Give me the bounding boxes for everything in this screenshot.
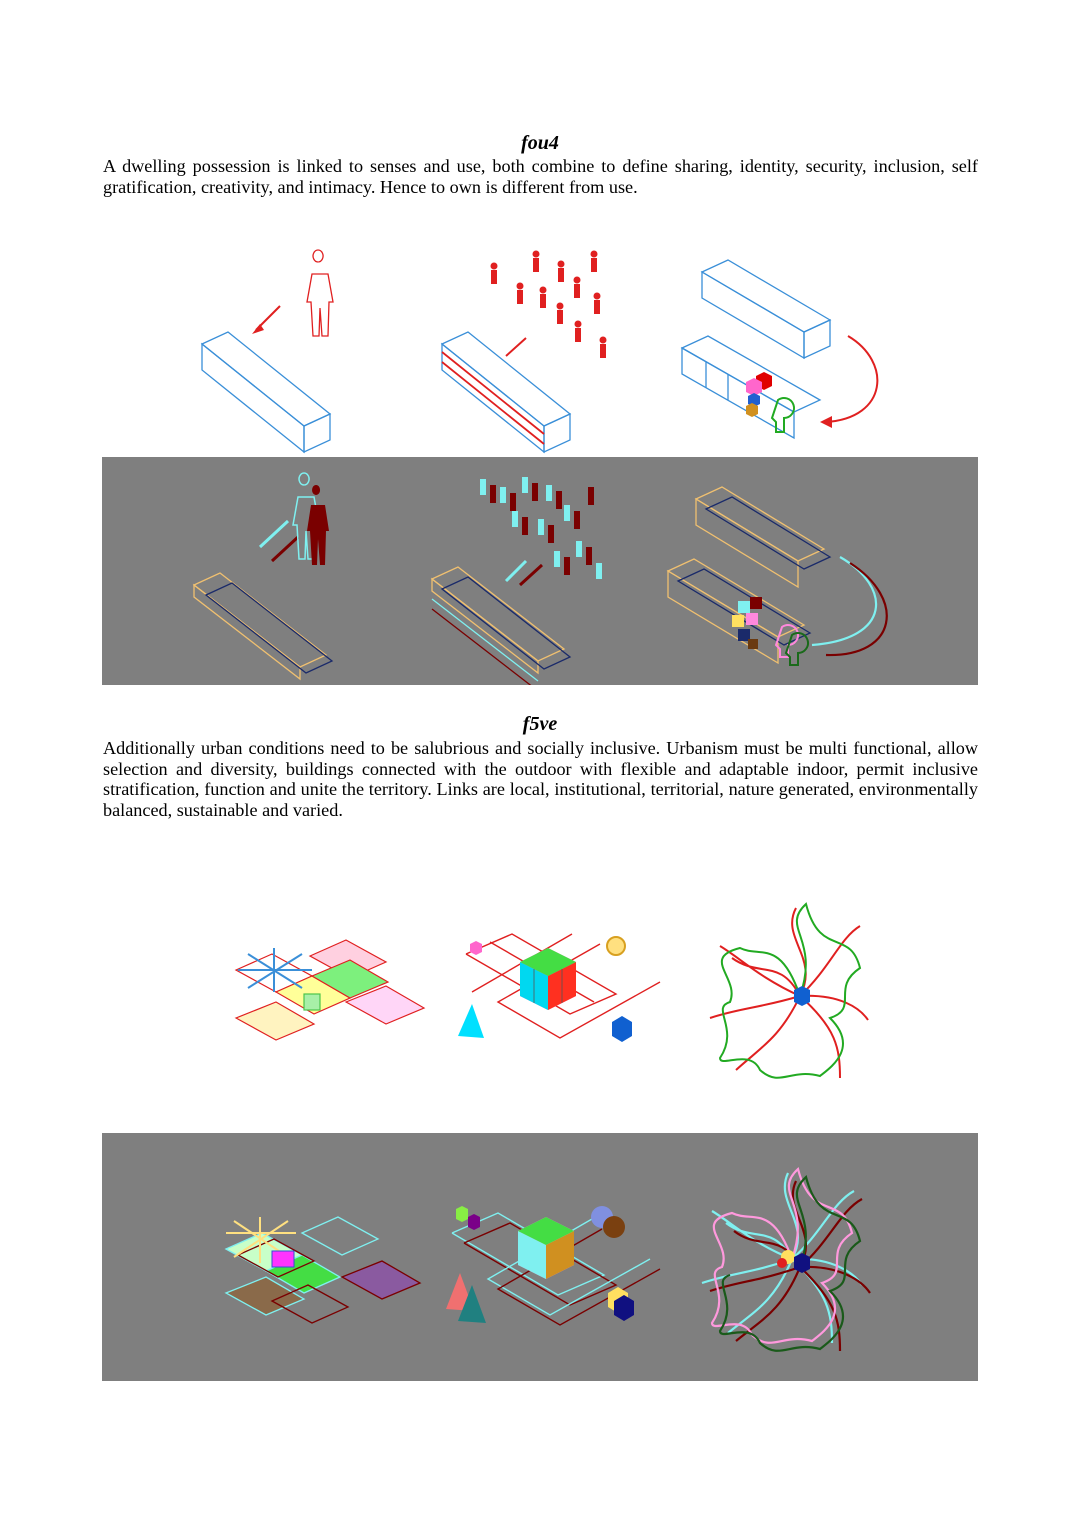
crowd-figures (491, 251, 607, 359)
arrow-head (252, 324, 264, 334)
return-arrow (826, 336, 877, 422)
section-five-paragraph: Additionally urban conditions need to be salubrious and socially inclusive. Urbanism must be multi functional, allow selection and diversity, buildings connected with the outdoor with flexible and adaptable indoor, permit inclusive stratification, function and unite the territory. Links are local, institutional, territorial, nature generated, environmentally balanced, sustainable and varied. (103, 738, 978, 820)
dwelling-diagrams-gray (102, 457, 978, 685)
section-four-paragraph: A dwelling possession is linked to senses and use, both combine to define sharing, identity, security, inclusion, self gratification, creativity, and intimacy. Hence to own is different from use. (103, 156, 978, 197)
urban-diagrams-gray (102, 1133, 978, 1381)
box-with-crowd-diagram (442, 332, 570, 452)
box-with-person-diagram (202, 332, 330, 452)
arrow-to-box (506, 338, 526, 356)
section-four-heading: fou4 (521, 132, 559, 154)
cube-on-grid-diagram (458, 934, 660, 1042)
overlay-cubes (732, 597, 762, 649)
overlay-box-1 (194, 573, 332, 679)
green-figure (772, 398, 794, 432)
section-five-heading: f5ve (522, 713, 558, 735)
urban-diagrams-white (220, 898, 880, 1088)
person-outline (307, 250, 333, 336)
overlay-cube-grid (446, 1206, 660, 1325)
overlay-crowd (480, 477, 602, 579)
grid-plane-diagram (236, 940, 424, 1040)
network-diagram (710, 904, 868, 1078)
content-cubes (746, 372, 772, 417)
overlay-network (702, 1169, 870, 1351)
dwelling-diagrams-white (180, 240, 900, 455)
overlay-box-2 (432, 567, 570, 685)
